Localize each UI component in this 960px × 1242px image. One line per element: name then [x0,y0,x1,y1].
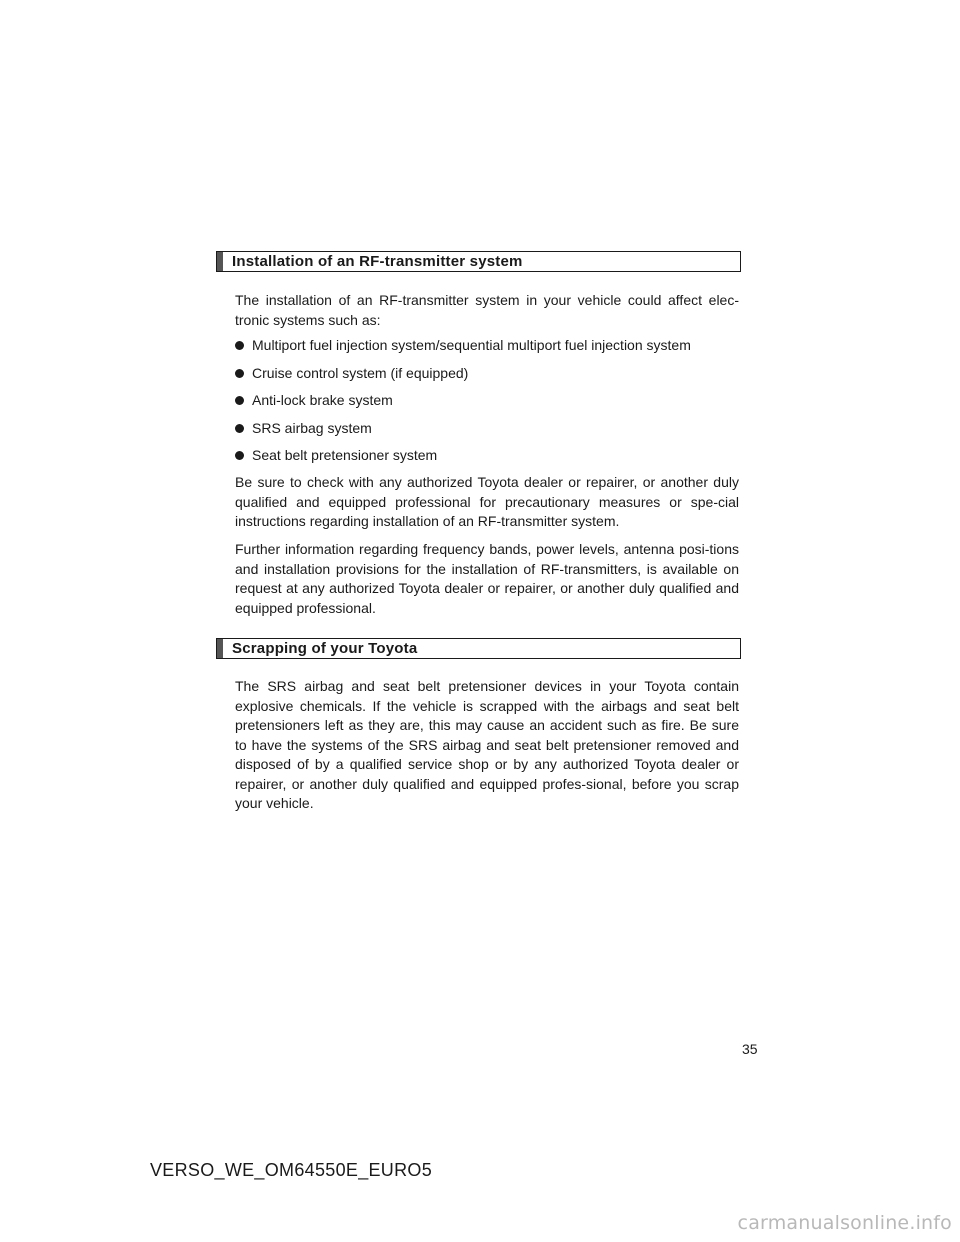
section-title: Installation of an RF-transmitter system [232,253,523,270]
page-number: 35 [742,1041,758,1057]
section-header-scrapping [216,638,741,659]
bullet-icon [235,396,244,405]
rf-check-paragraph: Be sure to check with any authorized Toyota dealer or repairer, or another duly qualified and equipped professional for precautionary measures or spe-cial instructions regarding installation of an RF-transmitter system. [235,474,739,529]
list-item: SRS airbag system [235,419,739,447]
watermark: carmanualsonline.info [737,1212,952,1234]
section-marker [217,252,223,271]
rf-affected-systems-list [235,336,739,474]
list-item: Multiport fuel injection system/sequential multiport fuel injection system [235,336,739,364]
document-code: VERSO_WE_OM64550E_EURO5 [150,1160,433,1180]
rf-info-paragraph: Further information regarding frequency bands, power levels, antenna posi-tions and installation provisions for the installation of RF-transmitters, is available on request at any authorized Toyota dealer or repairer, or another duly qualified and equipped professional. [235,541,739,616]
list-item: Seat belt pretensioner system [235,446,739,474]
section-header-rf-transmitter [216,251,741,272]
rf-intro-paragraph: The installation of an RF-transmitter system in your vehicle could affect elec-tronic systems such as: [235,292,739,328]
list-item: Cruise control system (if equipped) [235,364,739,392]
section-title: Scrapping of your Toyota [232,640,418,657]
bullet-icon [235,341,244,350]
list-item: Anti-lock brake system [235,391,739,419]
bullet-icon [235,424,244,433]
bullet-icon [235,369,244,378]
scrapping-paragraph: The SRS airbag and seat belt pretensioner devices in your Toyota contain explosive chemicals. If the vehicle is scrapped with the airbags and seat belt pretensioners left as they are, this may cause an accident such as fire. Be sure to have the systems of the SRS airbag and seat belt pretensioner removed and disposed of by a qualified service shop or by any authorized Toyota dealer or repairer, or another duly qualified and equipped profes-sional, before you scrap your vehicle. [235,678,739,811]
bullet-icon [235,451,244,460]
section-marker [217,639,223,658]
